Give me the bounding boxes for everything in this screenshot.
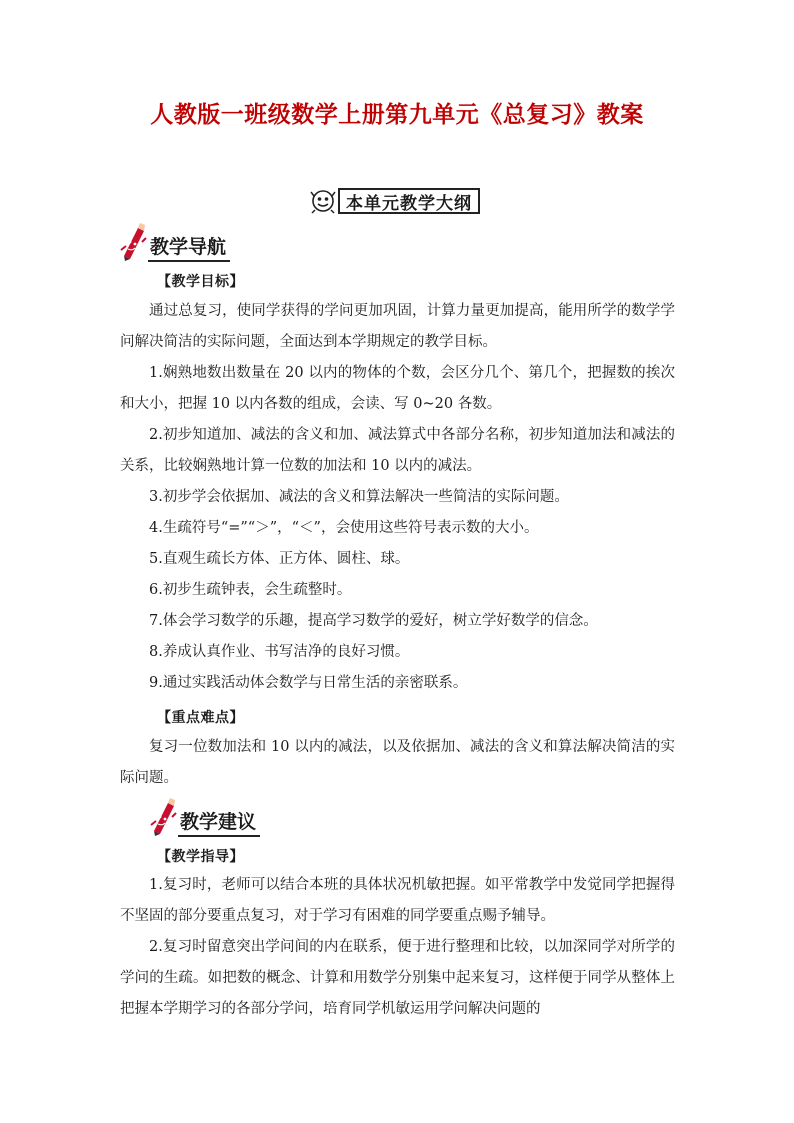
- objective-item-1: 1.娴熟地数出数量在 20 以内的物体的个数，会区分几个、第几个，把握数的挨次和大小，把握 10 以内各数的组成，会读、写 0~20 各数。: [120, 365, 675, 412]
- pencil-icon: [148, 797, 178, 837]
- objectives-label: 【教学目标】: [157, 274, 244, 290]
- objective-item-2: 2.初步知道加、减法的含义和加、减法算式中各部分名称，初步知道加法和减法的关系，比较娴熟地计算一位数的加法和 10 以内的减法。: [120, 427, 675, 474]
- key-points-label: 【重点难点】: [157, 710, 244, 726]
- mascot-icon: [310, 188, 336, 214]
- outline-label: 本单元教学大纲: [338, 188, 480, 214]
- objective-item-8: 8.养成认真作业、书写洁净的良好习惯。: [149, 644, 410, 660]
- guide-item-2: 2.复习时留意突出学问间的内在联系，便于进行整理和比较，以加深同学对所学的学问的生疏。如把数的概念、计算和用数学分别集中起来复习，这样便于同学从整体上把握本学期学习的各部分学问，培育同学机敏运用学问解决问题的: [120, 939, 675, 1017]
- objectives-intro: 通过总复习，使同学获得的学问更加巩固，计算力量更加提高，能用所学的数学学问解决简洁的实际问题，全面达到本学期规定的教学目标。: [120, 303, 675, 350]
- objective-item-6: 6.初步生疏钟表，会生疏整时。: [149, 582, 352, 598]
- section-heading-advice: [148, 797, 260, 837]
- objective-item-5: 5.直观生疏长方体、正方体、圆柱、球。: [149, 551, 410, 567]
- outline-banner: [310, 188, 480, 214]
- document-title: 人教版一班级数学上册第九单元《总复习》教案: [150, 101, 644, 128]
- objective-item-4: 4.生疏符号“=”“＞”，“＜”，会使用这些符号表示数的大小。: [149, 520, 539, 536]
- section-title-nav: 教学导航: [148, 235, 230, 262]
- objective-item-3: 3.初步学会依据加、减法的含义和算法解决一些简洁的实际问题。: [149, 489, 569, 505]
- objective-item-7: 7.体会学习数学的乐趣，提高学习数学的爱好，树立学好数学的信念。: [149, 613, 598, 629]
- objective-item-9: 9.通过实践活动体会数学与日常生活的亲密联系。: [149, 675, 468, 691]
- section-title-advice: 教学建议: [178, 810, 260, 837]
- key-points-text: 复习一位数加法和 10 以内的减法，以及依据加、减法的含义和算法解决简洁的实际问题。: [120, 739, 675, 786]
- guide-item-1: 1.复习时，老师可以结合本班的具体状况机敏把握。如平常教学中发觉同学把握得不坚固的部分要重点复习，对于学习有困难的同学要重点赐予辅导。: [120, 877, 675, 924]
- pencil-icon: [118, 222, 148, 262]
- guide-label: 【教学指导】: [157, 849, 244, 865]
- section-heading-nav: [118, 222, 230, 262]
